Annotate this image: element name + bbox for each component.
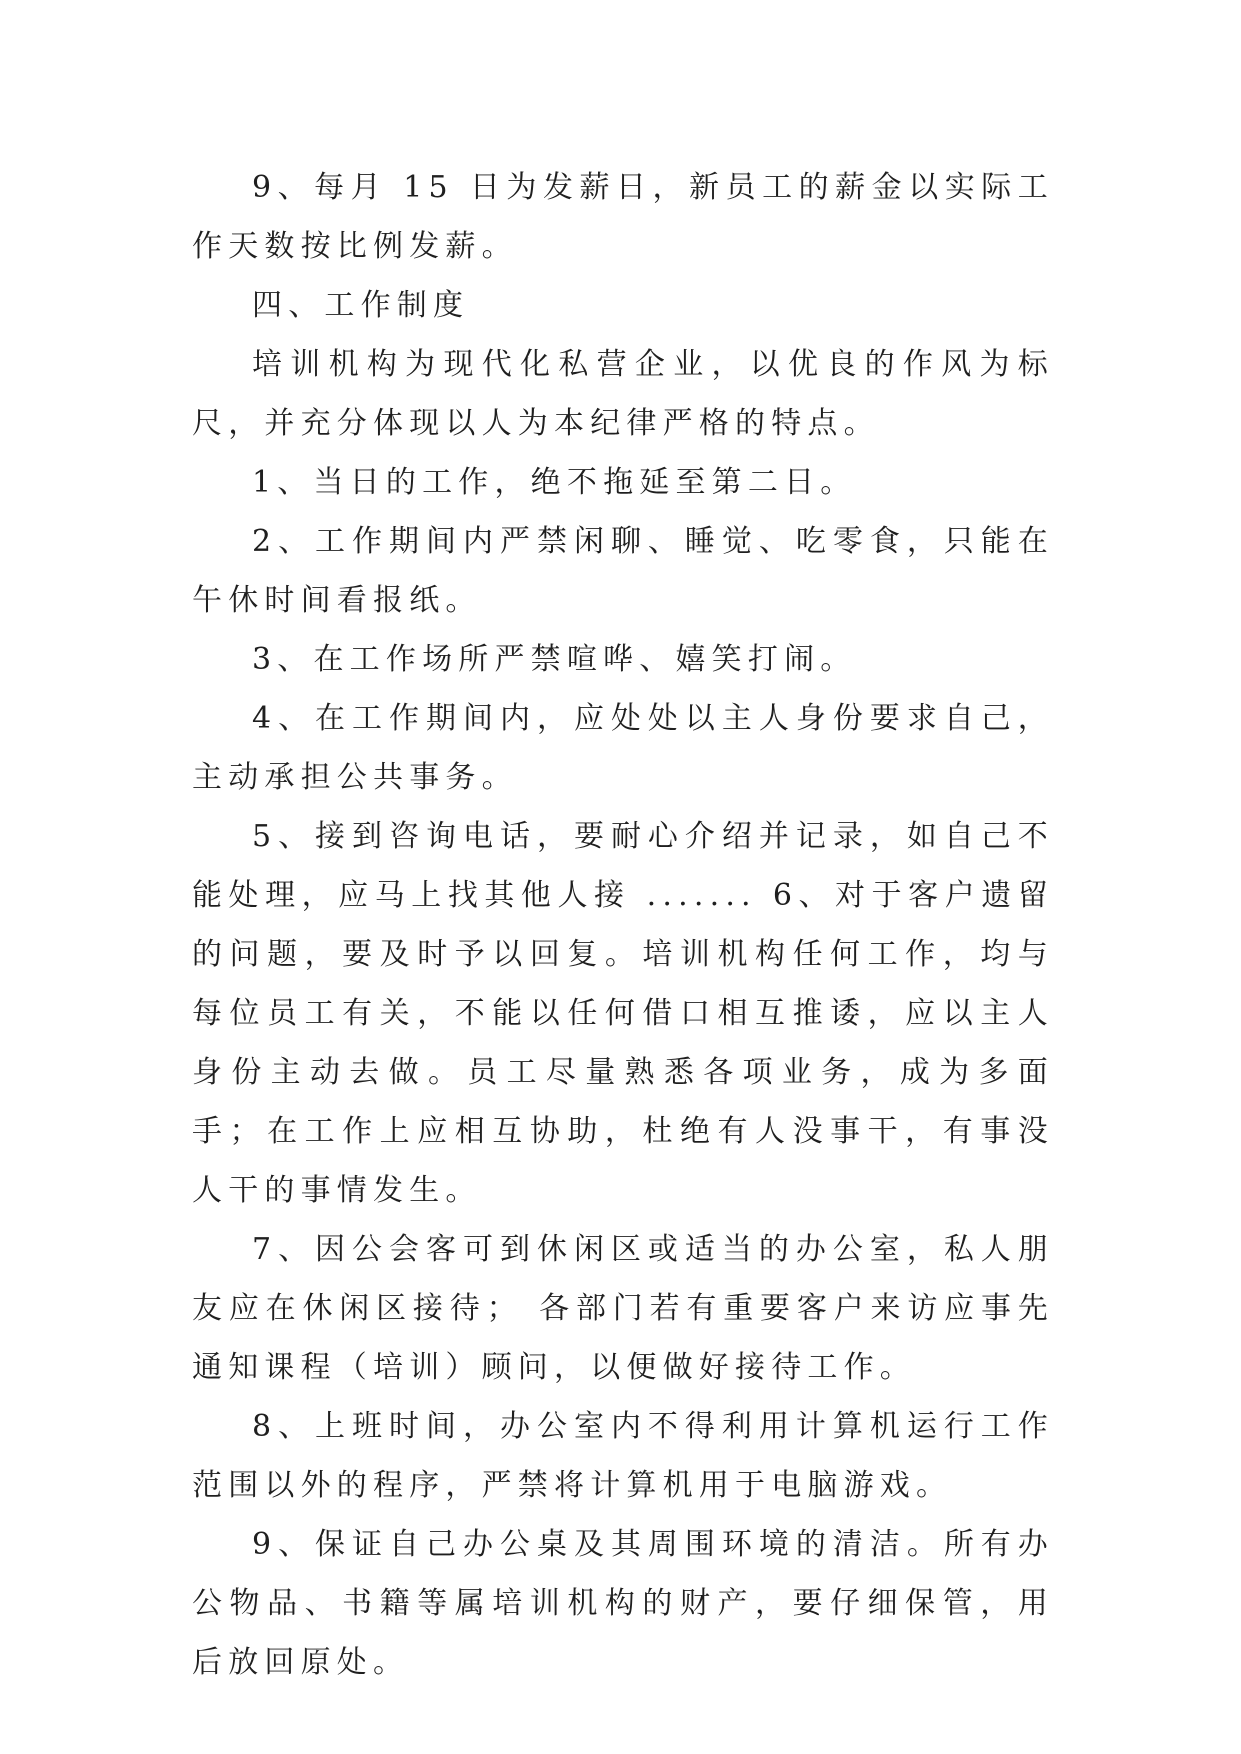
paragraph-salary-day: 9、每月 15 日为发薪日，新员工的薪金以实际工作天数按比例发薪。: [192, 170, 1054, 264]
document-body: [192, 158, 1054, 1692]
paragraph-rule-4: 4、在工作期间内，应处处以主人身份要求自己，主动承担公共事务。: [192, 701, 1054, 795]
paragraph-rule-3: 3、在工作场所严禁喧哗、嬉笑打闹。: [252, 642, 857, 677]
section-heading-work-rules: 四、工作制度: [252, 288, 470, 323]
paragraph-rule-1: 1、当日的工作，绝不拖延至第二日。: [252, 465, 857, 500]
paragraph-intro: 培训机构为现代化私营企业，以优良的作风为标尺，并充分体现以人为本纪律严格的特点。: [192, 347, 1054, 441]
paragraph-rule-2: 2、工作期间内严禁闲聊、睡觉、吃零食，只能在午休时间看报纸。: [192, 524, 1054, 618]
paragraph-rule-9: 9、保证自己办公桌及其周围环境的清洁。所有办公物品、书籍等属培训机构的财产，要仔细保管，用后放回原处。: [192, 1527, 1054, 1680]
paragraph-rule-5-6: 5、接到咨询电话，要耐心介绍并记录，如自己不能处理，应马上找其他人接 ....... 6、对于客户遗留的问题，要及时予以回复。培训机构任何工作，均与每位员工有关，不能以任何借口相互推诿，应以主人身份主动去做。员工尽量熟悉各项业务，成为多面手；在工作上应相互协助，杜绝有人没事干，有事没人干的事情发生。: [192, 819, 1054, 1208]
paragraph-rule-8: 8、上班时间，办公室内不得利用计算机运行工作范围以外的程序，严禁将计算机用于电脑游戏。: [192, 1409, 1054, 1503]
paragraph-rule-7: 7、因公会客可到休闲区或适当的办公室，私人朋友应在休闲区接待； 各部门若有重要客户来访应事先通知课程（培训）顾问，以便做好接待工作。: [192, 1232, 1054, 1385]
